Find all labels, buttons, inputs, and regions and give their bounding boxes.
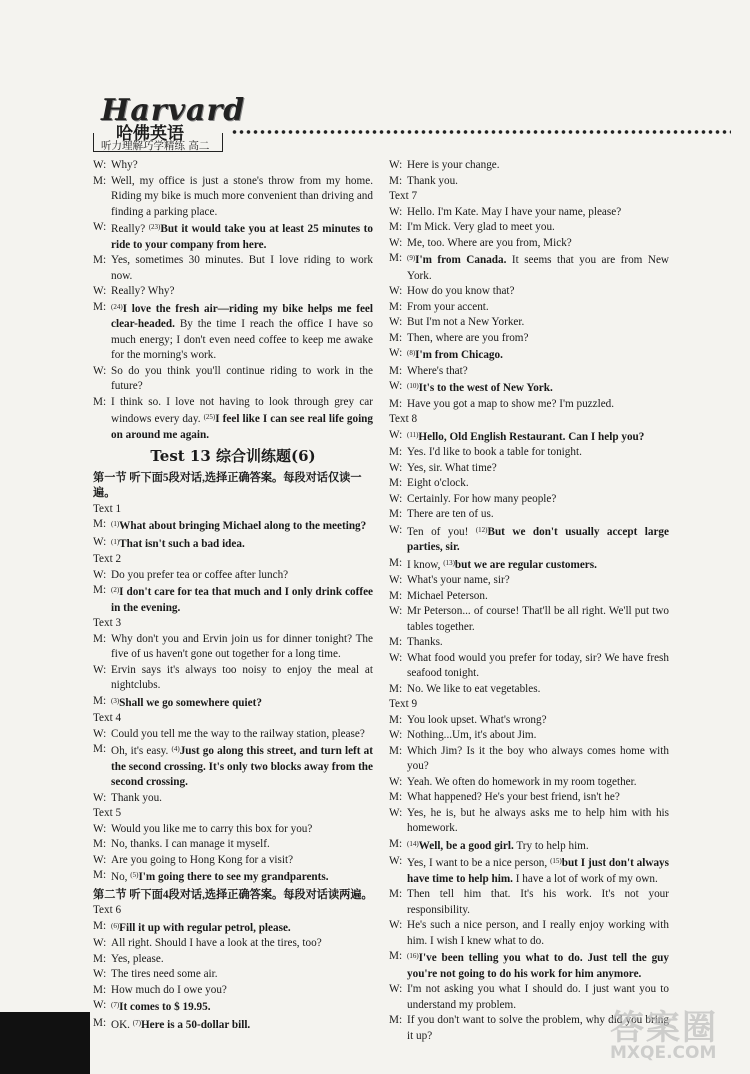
- speaker-label: W:: [389, 651, 403, 664]
- speaker-label: M:: [389, 477, 403, 489]
- line-text: Michael Peterson.: [407, 589, 488, 602]
- line-text: Ervin says it's always too noisy to enjoy the meal at nightclubs.: [111, 663, 373, 691]
- speaker-label: W:: [389, 159, 403, 171]
- speaker-label: M:: [93, 983, 107, 996]
- line-text: Could you tell me the way to the railway station, please?: [111, 727, 365, 740]
- dialogue-line: [389, 744, 669, 775]
- line-text: Why don't you and Ervin join us for dinner tonight? The five of us haven't gone out together for a long time.: [111, 632, 373, 660]
- speaker-label: W:: [389, 523, 403, 536]
- answer-text: I love the fresh air—riding my bike helps me feel clear-headed.: [111, 302, 373, 330]
- line-text: No. We like to eat vegetables.: [407, 682, 541, 695]
- test-title: Test 13 综合训练题(6): [150, 447, 316, 465]
- speaker-label: W:: [389, 205, 403, 218]
- dialogue-line: [93, 822, 373, 838]
- dialogue-line: [93, 395, 373, 444]
- speaker-label: M:: [389, 744, 403, 757]
- answer-text: but I just don't always have time to help him.: [407, 857, 669, 885]
- question-number: (23): [148, 223, 161, 231]
- dialogue-line: [93, 583, 373, 616]
- text-label: Text 7: [389, 190, 418, 202]
- text-label: Text 6: [93, 904, 122, 916]
- line-text: Ten of you!: [407, 525, 476, 538]
- line-text: So do you think you'll continue riding to work in the future?: [111, 364, 373, 392]
- speaker-label: W:: [389, 236, 403, 249]
- dialogue-line: [389, 806, 669, 837]
- line-text: You look upset. What's wrong?: [407, 713, 547, 726]
- dialogue-line: [389, 158, 669, 174]
- page-header: [93, 93, 733, 155]
- dialogue-line: [389, 854, 669, 887]
- speaker-label: M:: [93, 518, 107, 530]
- dialogue-line: [389, 251, 669, 284]
- line-text: Which Jim? Is it the boy who always comes home with you?: [407, 744, 669, 772]
- dialogue-line: [93, 742, 373, 791]
- line-text: No, thanks. I can manage it myself.: [111, 838, 270, 850]
- line-text: Mr Peterson... of course! That'll be all right. We'll put two tables together.: [407, 605, 669, 633]
- question-number: (25): [203, 413, 216, 421]
- dialogue-line: [389, 523, 669, 556]
- speaker-label: M:: [389, 397, 403, 410]
- speaker-label: W:: [389, 285, 403, 297]
- speaker-label: M:: [389, 950, 403, 962]
- speaker-label: W:: [93, 791, 107, 804]
- dialogue-line: [389, 775, 669, 791]
- answer-text: It comes to $ 19.95.: [119, 1001, 211, 1013]
- dialogue-line: [389, 651, 669, 682]
- speaker-label: W:: [93, 285, 107, 297]
- answer-text: Shall we go somewhere quiet?: [119, 696, 262, 709]
- dialogue-line: [389, 445, 669, 461]
- dotted-rule: [231, 130, 731, 134]
- speaker-label: M:: [389, 300, 403, 313]
- speaker-label: M:: [93, 919, 107, 932]
- speaker-label: M:: [93, 300, 107, 313]
- line-text: Well, my office is just a stone's throw from my home. Riding my bike is much more convenient than driving and finding a parking place.: [111, 174, 373, 218]
- answer-text: Just go along this street, and turn left at the second crossing. It's only two blocks away from the second crossing.: [111, 745, 373, 788]
- speaker-label: W:: [93, 364, 107, 377]
- dialogue-block-b: [93, 502, 373, 886]
- speaker-label: M:: [93, 694, 107, 707]
- line-text: I have a lot of work of my own.: [512, 872, 658, 885]
- dialogue-line: [389, 507, 669, 523]
- answer-text: I feel like I can see real life going on around me again.: [111, 413, 373, 441]
- line-text: Certainly. For how many people?: [407, 492, 557, 505]
- answer-text: I've been telling you what to do. Just tell the guy you're not going to do his work for him anymore.: [407, 952, 669, 980]
- answer-text: It's to the west of New York.: [418, 382, 553, 394]
- text-label: Text 8: [389, 413, 418, 425]
- speaker-label: M:: [93, 869, 107, 881]
- answer-text: But it would take you at least 25 minutes to ride to your company from here.: [111, 223, 374, 251]
- line-text: What's your name, sir?: [407, 574, 510, 586]
- text-label: Text 4: [93, 712, 122, 724]
- question-number: (10): [407, 382, 419, 390]
- dialogue-line: [389, 728, 669, 744]
- line-text: Why?: [111, 159, 138, 171]
- speaker-label: W:: [93, 727, 107, 740]
- question-number: (13): [443, 558, 455, 567]
- section-2-heading: 第二节 听下面4段对话,选择正确答案。每段对话读两遍。: [93, 888, 373, 901]
- line-text: If you don't want to solve the problem, why did you bring it up?: [407, 1014, 669, 1042]
- dialogue-line: [389, 364, 669, 380]
- speaker-label: W:: [93, 535, 107, 548]
- speaker-label: M:: [389, 221, 403, 233]
- text-label: Text 1: [93, 502, 122, 515]
- speaker-label: W:: [389, 347, 403, 359]
- speaker-label: M:: [93, 254, 107, 266]
- speaker-label: M:: [389, 508, 403, 520]
- line-text: I know,: [407, 558, 444, 571]
- dialogue-line: [93, 632, 373, 663]
- dialogue-line: [93, 517, 373, 535]
- speaker-label: W:: [93, 968, 107, 980]
- dialogue-line: [93, 535, 373, 553]
- question-number: (16): [407, 952, 419, 960]
- question-number: (24): [111, 302, 123, 311]
- answer-text: Hello, Old English Restaurant. Can I help you?: [418, 430, 645, 443]
- speaker-label: W:: [93, 568, 107, 581]
- line-text: What happened? He's your best friend, isn't he?: [407, 791, 620, 803]
- answer-text: Well, be a good girl.: [418, 839, 514, 852]
- dialogue-line: [389, 331, 669, 347]
- dialogue-line: [93, 727, 373, 743]
- text-label: Text 2: [93, 553, 122, 565]
- dialogue-line: [93, 791, 373, 807]
- speaker-label: W:: [389, 729, 403, 741]
- speaker-label: W:: [389, 492, 403, 505]
- speaker-label: M:: [389, 174, 403, 187]
- dialogue-line: [389, 604, 669, 635]
- answer-text: I'm going there to see my grandparents.: [138, 871, 329, 883]
- line-text: Where's that?: [407, 364, 468, 377]
- dialogue-line: [389, 379, 669, 397]
- dialogue-line: [93, 174, 373, 221]
- line-text: Me, too. Where are you from, Mick?: [407, 236, 572, 249]
- speaker-label: M:: [389, 713, 403, 726]
- speaker-label: M:: [389, 556, 403, 569]
- line-text: How much do I owe you?: [111, 983, 227, 996]
- line-text: Thank you.: [407, 174, 458, 187]
- dialogue-line: [93, 1016, 373, 1034]
- speaker-label: M:: [389, 791, 403, 803]
- dialogue-line: [93, 300, 373, 364]
- question-number: (14): [407, 839, 419, 848]
- speaker-label: W:: [389, 605, 403, 617]
- line-text: Thanks.: [407, 636, 443, 648]
- answer-text: I don't care for tea that much and I only drink coffee in the evening.: [111, 586, 373, 614]
- question-number: (8): [407, 349, 416, 357]
- dialogue-line: [93, 998, 373, 1016]
- speaker-label: M:: [93, 743, 107, 755]
- dialogue-line: [93, 952, 373, 968]
- speaker-label: M:: [389, 364, 403, 377]
- line-text: All right. Should I have a look at the tires, too?: [111, 937, 322, 949]
- dialogue-block-c: [93, 903, 373, 1033]
- dialogue-line: [389, 635, 669, 651]
- answer-text: But we don't usually accept large parties, sir.: [407, 525, 669, 553]
- line-text: It seems that you are from New York.: [407, 254, 669, 282]
- text-label: Text 9: [389, 698, 418, 710]
- speaker-label: M:: [93, 952, 107, 965]
- speaker-label: W:: [93, 999, 107, 1011]
- speaker-label: W:: [93, 822, 107, 835]
- line-text: Here is your change.: [407, 159, 500, 171]
- dialogue-line: [93, 694, 373, 712]
- answer-text: but we are regular customers.: [454, 558, 597, 571]
- question-number: (4): [171, 745, 180, 753]
- dialogue-line: [389, 284, 669, 300]
- book-subtitle: 听力理解巧学精练 高二: [101, 140, 210, 152]
- dialogue-line: [389, 220, 669, 236]
- text-label: Text 5: [93, 807, 122, 819]
- dialogue-block-a: [93, 158, 373, 443]
- section-1-heading: 第一节 听下面5段对话,选择正确答案。每段对话仅读一遍。: [93, 471, 362, 499]
- line-text: He's such a nice person, and I really enjoy working with him. I wish I knew what to do.: [407, 919, 669, 947]
- dialogue-line: [389, 573, 669, 589]
- dialogue-line: [389, 887, 669, 918]
- answer-text: Fill it up with regular petrol, please.: [119, 921, 291, 934]
- dialogue-line: [389, 174, 669, 190]
- line-text: Yes, he is, but he always asks me to help him with his homework.: [407, 806, 669, 834]
- watermark: [610, 1000, 745, 1068]
- watermark-text: 答案圈: [610, 1008, 718, 1048]
- dialogue-line: [93, 936, 373, 952]
- line-text: Try to help him.: [513, 839, 589, 852]
- dialogue-line: [389, 589, 669, 605]
- question-number: (1): [111, 520, 120, 528]
- speaker-label: W:: [93, 663, 107, 676]
- line-text: Yes, please.: [111, 952, 164, 965]
- dialogue-line: [389, 315, 669, 331]
- dialogue-line: [93, 284, 373, 300]
- line-text: Really? Why?: [111, 285, 175, 297]
- line-text: Oh, it's easy.: [111, 745, 172, 757]
- speaker-label: W:: [389, 428, 403, 441]
- speaker-label: M:: [389, 446, 403, 458]
- line-text: Would you like me to carry this box for you?: [111, 822, 313, 835]
- speaker-label: M:: [93, 838, 107, 850]
- line-text: I'm Mick. Very glad to meet you.: [407, 221, 555, 233]
- dialogue-block-d: [389, 158, 669, 1044]
- speaker-label: M:: [389, 1014, 403, 1026]
- line-text: Nothing...Um, it's about Jim.: [407, 729, 537, 741]
- line-text: Yes, sometimes 30 minutes. But I love riding to work now.: [111, 254, 373, 282]
- line-text: Then tell him that. It's his work. It's not your responsibility.: [407, 888, 669, 916]
- dialogue-line: [389, 790, 669, 806]
- dialogue-line: [93, 919, 373, 937]
- dialogue-line: [389, 949, 669, 982]
- speaker-label: M:: [93, 1016, 107, 1029]
- line-text: Yes, I want to be a nice person,: [407, 857, 551, 869]
- speaker-label: W:: [389, 775, 403, 788]
- right-column: [389, 158, 669, 1044]
- dialogue-line: [389, 205, 669, 221]
- speaker-label: M:: [93, 584, 107, 596]
- brand-cn: 哈佛英语: [116, 124, 184, 144]
- dialogue-line: [93, 983, 373, 999]
- line-text: Are you going to Hong Kong for a visit?: [111, 853, 294, 866]
- speaker-label: W:: [93, 159, 107, 171]
- answer-text: I'm from Chicago.: [415, 349, 503, 361]
- speaker-label: W:: [389, 574, 403, 586]
- answer-text: I'm from Canada.: [415, 254, 507, 266]
- answer-text: What about bringing Michael along to the meeting?: [119, 520, 367, 532]
- speaker-label: W:: [389, 461, 403, 474]
- question-number: (7): [111, 1001, 120, 1009]
- speaker-label: W:: [93, 221, 107, 233]
- dialogue-line: [389, 428, 669, 446]
- line-text: I'm not asking you what I should do. I just want you to understand my problem.: [407, 983, 669, 1011]
- left-column: [93, 158, 373, 1033]
- line-text: Thank you.: [111, 791, 162, 804]
- speaker-label: M:: [93, 395, 107, 408]
- speaker-label: W:: [93, 937, 107, 949]
- speaker-label: M:: [93, 632, 107, 645]
- dialogue-line: [389, 461, 669, 477]
- speaker-label: W:: [389, 919, 403, 931]
- dialogue-line: [93, 364, 373, 395]
- question-number: (5): [130, 871, 139, 879]
- speaker-label: M:: [389, 252, 403, 264]
- speaker-label: W:: [389, 316, 403, 328]
- line-text: How do you know that?: [407, 285, 515, 297]
- speaker-label: M:: [389, 636, 403, 648]
- speaker-label: M:: [389, 837, 403, 850]
- line-text: Yes. I'd like to book a table for tonight.: [407, 446, 582, 458]
- speaker-label: W:: [389, 855, 403, 867]
- dialogue-line: [389, 397, 669, 413]
- dialogue-line: [389, 492, 669, 508]
- question-number: (7): [132, 1018, 141, 1027]
- line-text: Hello. I'm Kate. May I have your name, please?: [407, 205, 622, 218]
- line-text: Yeah. We often do homework in my room together.: [407, 775, 637, 788]
- line-text: But I'm not a New Yorker.: [407, 316, 525, 328]
- line-text: What food would you prefer for today, sir? We have fresh seafood tonight.: [407, 651, 669, 679]
- question-number: (6): [111, 921, 120, 930]
- dialogue-line: [389, 713, 669, 729]
- dialogue-line: [93, 220, 373, 253]
- answer-text: That isn't such a bad idea.: [119, 537, 245, 550]
- speaker-label: W:: [389, 806, 403, 819]
- question-number: (11): [407, 430, 419, 439]
- answer-text: Here is a 50-dollar bill.: [140, 1018, 251, 1031]
- dialogue-line: [389, 918, 669, 949]
- line-text: Do you prefer tea or coffee after lunch?: [111, 568, 289, 581]
- dialogue-line: [93, 158, 373, 174]
- question-number: (15): [550, 857, 562, 865]
- line-text: OK.: [111, 1018, 133, 1031]
- speaker-label: M:: [389, 888, 403, 900]
- text-label: Text 3: [93, 617, 122, 629]
- line-text: No,: [111, 871, 131, 883]
- dialogue-line: [389, 346, 669, 364]
- speaker-label: W:: [389, 380, 403, 392]
- dialogue-line: [389, 476, 669, 492]
- speaker-label: M:: [389, 682, 403, 695]
- line-text: Yes, sir. What time?: [407, 461, 497, 474]
- page-edge-bar: [0, 1012, 90, 1074]
- line-text: Then, where are you from?: [407, 331, 529, 344]
- question-number: (9): [407, 254, 416, 262]
- speaker-label: M:: [389, 589, 403, 602]
- question-number: (3): [111, 696, 120, 705]
- dialogue-line: [389, 300, 669, 316]
- line-text: From your accent.: [407, 300, 489, 313]
- dialogue-line: [93, 253, 373, 284]
- question-number: (12): [475, 525, 488, 534]
- question-number: (2): [111, 586, 120, 594]
- speaker-label: W:: [93, 853, 107, 866]
- dialogue-line: [93, 868, 373, 886]
- watermark-url: MXQE.COM: [610, 1043, 717, 1063]
- line-text: The tires need some air.: [111, 968, 218, 980]
- line-text: I think so. I love not having to look through grey car windows every day.: [111, 395, 373, 425]
- dialogue-line: [389, 837, 669, 855]
- brand-logo: Harvard: [101, 93, 246, 128]
- speaker-label: M:: [93, 174, 107, 187]
- dialogue-line: [389, 682, 669, 698]
- question-number: (1): [111, 537, 120, 546]
- line-text: Eight o'clock.: [407, 477, 469, 489]
- dialogue-line: [389, 556, 669, 574]
- dialogue-line: [93, 837, 373, 853]
- dialogue-line: [93, 853, 373, 869]
- speaker-label: M:: [389, 331, 403, 344]
- dialogue-line: [93, 967, 373, 983]
- line-text: By the time I reach the office I have so much energy; I don't even need coffee to keep me awake for the morning's work.: [111, 318, 373, 361]
- line-text: There are ten of us.: [407, 508, 494, 520]
- line-text: Really?: [111, 223, 149, 235]
- dialogue-line: [93, 568, 373, 584]
- dialogue-line: [389, 236, 669, 252]
- dialogue-line: [93, 663, 373, 694]
- speaker-label: W:: [389, 983, 403, 995]
- line-text: Have you got a map to show me? I'm puzzled.: [407, 397, 615, 410]
